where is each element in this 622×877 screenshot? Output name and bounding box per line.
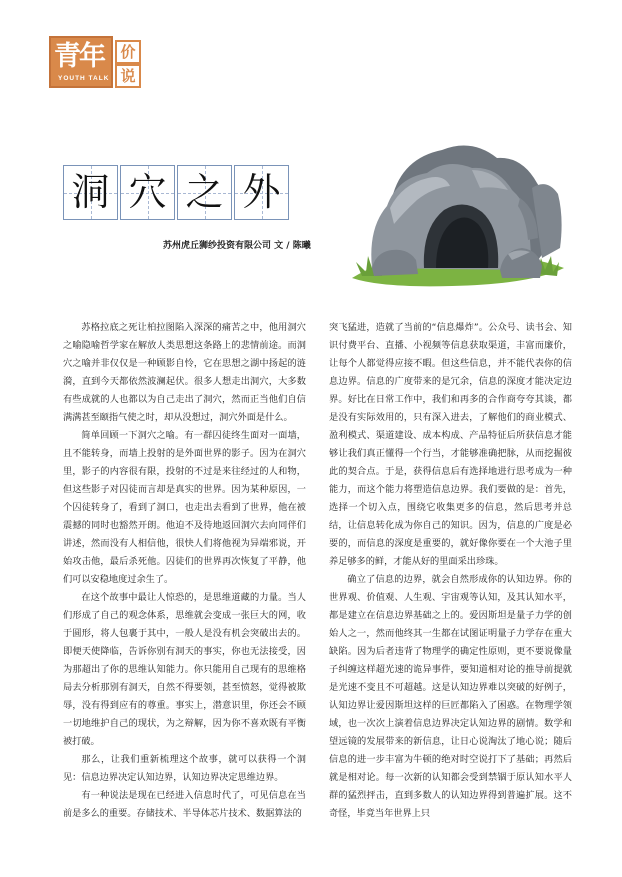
logo-box	[49, 36, 113, 88]
paragraph: 苏格拉底之死让柏拉图陷入深深的痛苦之中，他用洞穴之喻隐喻哲学家在解放人类思想这条路上的悲情前途。而洞穴之喻并非仅仅是一种顾影自怜，它在思想之湖中扬起的涟漪，直到今天都依然波澜起伏。很多人想走出洞穴，大多数有些成就的人也都以为自己走出了洞穴，然而正当他们自信满满甚至颐指气使之时，却从没想过，洞穴外面是什么。	[63, 322, 306, 423]
article-column-left	[63, 319, 306, 823]
paragraph: 那么，让我们重新梳理这个故事，就可以获得一个洞见：信息边界决定认知边界，认知边界决定思维边界。	[63, 754, 306, 783]
title-char: 洞	[71, 170, 110, 214]
paragraph: 突飞猛进，造就了当前的“信息爆炸”。公众号、读书会、知识付费平台、直播、小视频等信息获取渠道，丰富而廉价，让每个人都觉得应接不暇。但这些信息，并不能代表你的信息边界。信息的广度带来的是冗余，信息的深度才能决定边界。好比在日常工作中，我们和再多的合作商夸夸其谈，都是没有实际效用的，只有深入进去，了解他们的商业模式、盈利模式、渠道建设、成本构成、产品特征后所获信息才能够让我们真正懂得一个行当，才能够准确把脉，从而挖掘彼此的契合点。于是，获得信息后有选择地进行思考成为一种能力，而这个能力将塑造信息边界。我们要做的是：首先，选择一个切入点，围绕它收集更多的信息，然后思考并总结，让信息转化成为你自己的知识。因为，信息的广度是必要的，而信息的深度是重要的，就好像你要在一个大池子里养足够多的鲜，才能从好的里面采出珍珠。	[329, 322, 572, 567]
paragraph: 在这个故事中最让人惊恐的，是思维道藏的力量。当人们形成了自己的观念体系，思维就会变成一张巨大的网，收于圆形，将人包裹于其中，一般人是没有机会突破出去的。即便天使降临，告诉你别有洞天的事实，你也无法接受，因为那超出了你的思维认知能力。你只能用自己现有的思维格局去分析那别有洞天，自然不得要领，甚至愤怒，觉得被欺辱，没有得到应有的尊重。事实上，潜意识里，你还会不顾一切地维护自己的现状，为之辩解，因为你不喜欢既有平衡被打破。	[63, 592, 306, 747]
logo-side-bottom: 说	[115, 64, 141, 88]
logo-sub-text: YOUTH TALK	[58, 75, 110, 82]
title-char: 穴	[128, 170, 167, 214]
title-char: 之	[185, 170, 224, 214]
magazine-logo	[49, 36, 145, 88]
title-cell	[63, 165, 118, 220]
paragraph: 简单回顾一下洞穴之喻。有一群囚徒终生面对一面墙，且不能转身，而墙上投射的是外面世界的影子。因为在洞穴里，影子的内容很有限，投射的不过是来往经过的人和物，但这些影子对囚徒而言却是真实的世界。因为某种原因，一个囚徒转身了，看到了洞口，也走出去看到了世界，他在被震撼的同时也豁然开朗。他迫不及待地返回洞穴去向同伴们讲述，然而没有人相信他，很快人们将他视为异端邪说，开始攻击他，最后杀死他。囚徒们的世界再次恢复了平静，他们可以安稳地度过余生了。	[63, 430, 306, 585]
title-cell	[120, 165, 175, 220]
paragraph: 有一种说法是现在已经进入信息时代了，可见信息在当前是多么的重要。存储技术、半导体芯片技术、数据算法的	[63, 790, 306, 819]
title-cell	[234, 165, 289, 220]
page-title	[63, 165, 291, 220]
paragraph: 确立了信息的边界，就会自然形成你的认知边界。你的世界观、价值观、人生观、宇宙观等认知，及其认知水平，都是建立在信息边界基础之上的。爱因斯坦是量子力学的创始人之一，然而他终其一生都在试图证明量子力学存在重大缺陷。因为后者违背了物理学的确定性原则，更不要说像量子纠缠这样超光速的诡异事件，要知道相对论的推导前提就是光速不变且不可超越。这是认知边界难以突破的好例子，认知边界让爱因斯坦这样的巨匠都陷入了困惑。在物理学领域，也一次次上演着信息边界决定认知边界的剧情。数学和望远镜的发展带来的新信息，让日心说淘汰了地心说；随后信息的进一步丰富为牛顿的绝对时空说打下了基础；再然后就是相对论。每一次新的认知都会受到禁锢于原认知水平人群的猛烈抨击，直到多数人的认知边界得到普遍扩展。这不奇怪，毕竟当年世界上只	[329, 574, 572, 819]
logo-main-text: 青年	[54, 41, 104, 72]
cave-illustration	[332, 128, 572, 288]
logo-side-top: 价	[115, 40, 141, 64]
author-byline: 苏州虎丘狮纱投资有限公司 文 / 陈曦	[163, 241, 311, 251]
title-cell	[177, 165, 232, 220]
article-column-right	[329, 319, 572, 823]
title-char: 外	[242, 170, 281, 214]
